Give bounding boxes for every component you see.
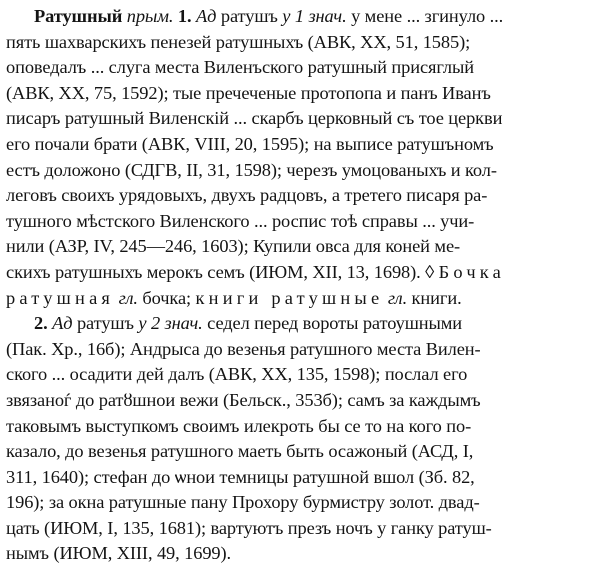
- entry-line-17: таковымъ выступкомъ своимъ илекроть бы се то на кого по-: [6, 415, 472, 436]
- entry-line-2: пять шахварскихъ пенезей ратушныхъ (АВК, XX, 51, 1585);: [6, 31, 471, 52]
- gloss-marker-2: гл.: [387, 287, 408, 308]
- entry-line-20: 196); за окна ратушные пану Прохору бурмистру золот. двад-: [6, 492, 480, 513]
- sense-2-usage: Ад: [52, 313, 73, 334]
- entry-line-12: [6, 286, 596, 312]
- entry-line-10: нили (АЗР, IV, 245—246, 1603); Купили овса для коней ме-: [6, 236, 461, 257]
- sense-2-ref: у 2 знач.: [138, 313, 203, 334]
- gloss-1: бочка;: [137, 287, 196, 308]
- sense-2-number: 2.: [34, 313, 48, 334]
- entry-line-11: [6, 260, 596, 286]
- entry-line-14: (Пак. Хр., 16б); Андрыса до везенья ратушного места Вилен-: [6, 338, 481, 359]
- entry-line-19: 311, 1640); стефан до ѡнои темницы ратушной вшол (Зб. 82,: [6, 466, 475, 487]
- quote-line: у мене ... згинуло ...: [346, 6, 504, 26]
- entry-line-7: естъ доложоно (СДГВ, II, 31, 1598); черезъ умоцованыхъ и кол-: [6, 159, 497, 180]
- gloss-2: книги.: [407, 287, 462, 308]
- gloss-marker-1: гл.: [118, 287, 138, 308]
- entry-line-8: леговъ своихъ урядовыхъ, двухъ радцовъ, а третего писаря ра-: [6, 185, 488, 206]
- entry-line-9: тушного мѣстского Виленского ... роспис тоѣ справы ... учи-: [6, 210, 475, 231]
- phrase-2: книги ратушные: [195, 287, 384, 308]
- quote-line: седел перед вороты ратоушными: [202, 313, 463, 334]
- sense-1-ref: у 1 знач.: [282, 6, 347, 26]
- entry-line-6: его почали брати (АВК, VIII, 20, 1595); на выписе ратушъномъ: [6, 133, 494, 154]
- sense-1-usage: Ад: [196, 6, 217, 26]
- phrase-1-word-2: ратушная: [6, 287, 115, 308]
- phrase-1: Бочка: [438, 261, 506, 282]
- entry-line-21: цать (ИЮМ, I, 135, 1681); вартуютъ презъ ночъ у ганку ратуш-: [6, 517, 492, 538]
- entry-line-16: звязаноѓ до ратȣшнои вежи (Бельск., 353б); самъ за каждымъ: [6, 389, 481, 410]
- entry-line-15: ского ... осадити дей далъ (АВК, XX, 135, 1598); послал его: [6, 364, 468, 385]
- entry-line-3: оповедалъ ... слуга места Виленъского ратушный присяглый: [6, 57, 474, 78]
- sense-1-form: ратушъ: [220, 6, 278, 26]
- entry-line-5: писаръ ратушный Виленскій ... скарбъ церковный съ тое церкви: [6, 108, 503, 129]
- entry-line-1: [6, 4, 596, 30]
- entry-line-22: нымъ (ИЮМ, XIII, 49, 1699).: [6, 543, 232, 564]
- sense-1-number: 1.: [177, 6, 192, 26]
- quote-line: скихъ ратушныхъ мерокъ семъ (ИЮМ, XII, 13, 1698). ◊: [6, 261, 439, 282]
- sense-2-form: ратушъ: [76, 313, 134, 334]
- entry-line-4: (АВК, XX, 75, 1592); тые пречеченые протопопа и панъ Иванъ: [6, 82, 491, 103]
- headword: Ратушный: [34, 6, 123, 26]
- dictionary-entry: [6, 4, 596, 567]
- entry-line-13: [6, 311, 596, 337]
- entry-line-18: казало, до везенья ратушного маеть быть осажоный (АСД, I,: [6, 441, 474, 462]
- part-of-speech: прым.: [126, 6, 174, 26]
